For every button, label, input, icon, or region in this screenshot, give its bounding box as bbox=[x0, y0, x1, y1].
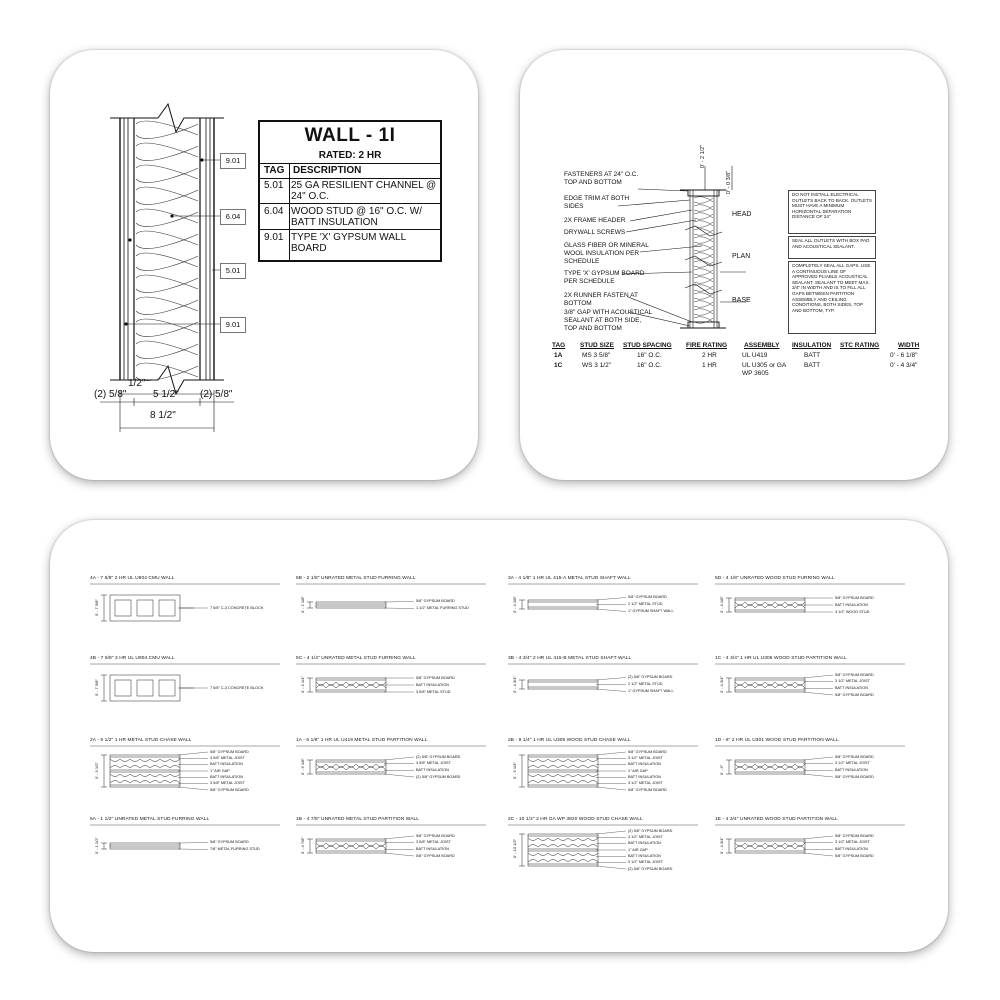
detail-label: BOTTOM bbox=[564, 300, 592, 307]
row-description: 25 GA RESILIENT CHANNEL @ 24" O.C. bbox=[291, 180, 437, 202]
detail-material-label: (2) 5/8" GYPSUM BOARD bbox=[628, 828, 673, 833]
wall-detail-batt bbox=[296, 664, 486, 692]
table-cell: UL U419 bbox=[742, 352, 768, 359]
detail-title: 1A - 6 1/8" 1 HR UL U419 METAL STUD PARTITION WALL bbox=[296, 738, 428, 743]
detail-material-label: 7 5/8" C-3 CONCRETE BLOCK bbox=[210, 605, 264, 610]
detail-title: 2B - 9 1/4" 1 HR UL U305 WOOD STUD CHASE WALL bbox=[508, 738, 631, 743]
table-header: TAG bbox=[552, 342, 566, 349]
batt-insulation bbox=[694, 197, 713, 324]
detail-title: 3B - 4 3/4" 2 HR UL 415-B METAL STUD SHAFT WALL bbox=[508, 656, 632, 661]
wall-detail-shaft bbox=[508, 584, 698, 612]
detail-dimension: 0' - 2 1/8" bbox=[300, 596, 305, 613]
detail-material-label: 3 1/2" METAL JOIST bbox=[628, 755, 663, 760]
note-box: SEAL ALL OUTLETS WITH BOX PAD AND ACOUSTICAL SEALANT. bbox=[788, 236, 876, 259]
detail-dimension: 0' - 7 5/8" bbox=[94, 599, 99, 616]
detail-material-label: BATT INSULATION bbox=[628, 841, 661, 846]
callout-tag: 5.01 bbox=[220, 263, 246, 279]
detail-label: PER SCHEDULE bbox=[564, 278, 615, 285]
detail-title: 4B - 7 5/8" 3 HR UL U904 CMU WALL bbox=[90, 656, 175, 661]
detail-material-label: 3 1/2" WOOD STUD bbox=[835, 609, 870, 614]
description-header: DESCRIPTION bbox=[293, 165, 362, 176]
detail-dimension: 0' - 4 3/4" bbox=[512, 675, 517, 693]
detail-material-label: 5/8" GYPSUM BOARD bbox=[416, 853, 455, 858]
detail-material-label: BATT INSULATION bbox=[416, 846, 449, 851]
detail-material-label: 3 1/2" METAL JOIST bbox=[628, 860, 663, 865]
table-row bbox=[260, 178, 440, 204]
row-tag: 6.04 bbox=[264, 206, 284, 217]
detail-material-label: BATT INSULATION bbox=[210, 762, 243, 767]
detail-title: 1D - 6" 2 HR UL U301 WOOD STUD PARTITION WALL bbox=[715, 738, 839, 743]
detail-material-label: 5/8" GYPSUM BOARD bbox=[628, 787, 667, 792]
table-cell: 1A bbox=[554, 352, 563, 359]
note-box: DO NOT INSTALL ELECTRICAL OUTLETS BACK TO BACK. OUTLETS MUST HAVE A MINIMUM HORIZONTAL SEPARATION DISTANCE OF 24" bbox=[788, 190, 876, 234]
table-cell: 0' - 6 1/8" bbox=[890, 352, 918, 359]
dim-half: 1/2" bbox=[128, 378, 146, 389]
detail-material-label: 5/8" GYPSUM BOARD bbox=[835, 853, 874, 858]
table-cell: UL U305 or GA WP 3605 bbox=[742, 362, 786, 377]
detail-label: FASTENERS AT 24" O.C. bbox=[564, 171, 639, 178]
detail-label: TYPE 'X' GYPSUM BOARD bbox=[564, 270, 645, 277]
detail-material-label: (2) 5/8" GYPSUM BOARD bbox=[416, 754, 461, 759]
detail-material-label: 5/8" GYPSUM BOARD bbox=[835, 672, 874, 677]
section-plan: PLAN bbox=[732, 253, 751, 260]
dim-vertical: 0' - 0 3/8" bbox=[726, 170, 732, 194]
detail-title: 1C - 4 3/4" 1 HR UL U305 WOOD STUD PARTITION WALL bbox=[715, 656, 847, 661]
detail-dimension: 0' - 9 1/4" bbox=[512, 762, 517, 779]
dim-left: (2) 5/8" bbox=[94, 389, 127, 400]
detail-title: 2A - 9 1/2" 1 HR METAL STUD CHASE WALL bbox=[90, 738, 192, 743]
detail-material-label: 5/8" GYPSUM BOARD bbox=[835, 692, 874, 697]
detail-material-label: BATT INSULATION bbox=[416, 682, 449, 687]
detail-material-label: 5/8" GYPSUM BOARD bbox=[210, 749, 249, 754]
detail-material-label: 2 1/2" METAL STUD bbox=[628, 682, 663, 686]
detail-title: 5C - 4 1/4" UNRATED METAL STUD FURRING WALL bbox=[296, 656, 416, 661]
row-tag: 5.01 bbox=[264, 180, 284, 191]
detail-material-label: BATT INSULATION bbox=[835, 602, 868, 607]
table-cell: 16" O.C. bbox=[637, 362, 662, 369]
wall-detail-chase bbox=[508, 746, 698, 790]
detail-material-label: 5/8" GYPSUM BOARD bbox=[416, 833, 455, 838]
detail-material-label: 3 1/2" METAL JOIST bbox=[628, 834, 663, 839]
wall-detail-cmu bbox=[90, 584, 280, 621]
wall-detail-cmu bbox=[90, 664, 280, 701]
table-header: FIRE RATING bbox=[686, 342, 728, 349]
column-divider bbox=[289, 163, 290, 260]
detail-material-label: 3 1/2" METAL JOIST bbox=[835, 679, 870, 684]
detail-material-label: 1" GYPSUM SHAFT WALL bbox=[628, 689, 674, 693]
dim-vertical: 0' - 2 1/2" bbox=[700, 144, 706, 168]
row-description: WOOD STUD @ 16" O.C. W/ BATT INSULATION bbox=[291, 206, 422, 228]
table-cell: BATT bbox=[804, 352, 821, 359]
detail-material-label: 1 1/2" METAL FURRING STUD bbox=[416, 606, 469, 610]
detail-title: 5B - 2 1/8" UNRATED METAL STUD FURRING WALL bbox=[296, 576, 416, 581]
wall-section-card bbox=[50, 50, 478, 480]
batt-insulation bbox=[136, 121, 198, 381]
table-cell: 0' - 4 3/4" bbox=[890, 362, 918, 369]
table-cell: MS 3 5/8" bbox=[582, 352, 611, 359]
detail-label: EDGE TRIM AT BOTH bbox=[564, 195, 630, 202]
detail-material-label: 3 5/8" METAL JOIST bbox=[210, 755, 245, 760]
detail-material-label: 3 1/2" METAL JOIST bbox=[628, 781, 663, 786]
detail-material-label: (2) 5/8" GYPSUM BOARD bbox=[416, 774, 461, 779]
callout-tag: 9.01 bbox=[220, 317, 246, 333]
detail-material-label: 5/8" GYPSUM BOARD bbox=[835, 595, 874, 600]
table-row bbox=[260, 204, 440, 230]
detail-dimension: 0' - 6" bbox=[719, 764, 724, 775]
detail-dimension: 0' - 9 1/2" bbox=[94, 762, 99, 779]
section-base: BASE bbox=[732, 297, 751, 304]
detail-material-label: (2) 5/8" GYPSUM BOARD bbox=[628, 866, 673, 871]
detail-material-label: 7/8" METAL FURRING STUD bbox=[210, 847, 260, 851]
wall-detail-batt2 bbox=[715, 825, 905, 856]
detail-label: GLASS FIBER OR MINERAL bbox=[564, 242, 649, 249]
detail-material-label: 3 1/2" METAL JOIST bbox=[835, 761, 870, 766]
table-cell: 2 HR bbox=[702, 352, 717, 359]
wall-types-card bbox=[50, 520, 948, 952]
table-header: STC RATING bbox=[840, 342, 880, 349]
detail-label: WOOL INSULATION PER bbox=[564, 250, 640, 257]
detail-material-label: 1" AIR GAP bbox=[210, 768, 230, 773]
callout-tag: 9.01 bbox=[220, 153, 246, 169]
detail-label: DRYWALL SCREWS bbox=[564, 229, 626, 236]
detail-title: 5D - 4 1/8" UNRATED WOOD STUD FURRING WALL bbox=[715, 576, 835, 581]
detail-material-label: 5/8" GYPSUM BOARD bbox=[835, 774, 874, 779]
detail-material-label: 3 5/8" METAL JOIST bbox=[416, 840, 451, 845]
wall-detail-batt2 bbox=[296, 825, 486, 856]
detail-material-label: 7 5/8" C-3 CONCRETE BLOCK bbox=[210, 685, 264, 690]
detail-dimension: 0' - 1 1/2" bbox=[94, 837, 99, 854]
detail-label: TOP AND BOTTOM bbox=[564, 325, 622, 332]
table-header: INSULATION bbox=[792, 342, 832, 349]
note-box: COMPLETELY SEAL ALL GAPS. USE A CONTINUOUS LINE OF APPROVED PLIABLE ACOUSTICAL SEALANT. SEALANT TO MEET MAX. 3/4" IN WIDTH AND IS TO FILL ALL GAPS BETWEEN PARTITION ASSEMBLY AND CEILING CONDITIONS, BOTH SIDES, TOP AND BOTTOM, TYP. bbox=[788, 261, 876, 334]
detail-title: 5A - 1 1/2" UNRATED METAL STUD FURRING WALL bbox=[90, 817, 210, 822]
wall-legend-table bbox=[258, 120, 442, 262]
detail-material-label: 5/8" GYPSUM BOARD bbox=[835, 833, 874, 838]
detail-material-label: 5/8" GYPSUM BOARD bbox=[416, 675, 455, 680]
detail-dimension: 0' - 6 1/8" bbox=[300, 758, 305, 775]
detail-dimension: 0' - 4 1/8" bbox=[512, 595, 517, 613]
row-description: TYPE 'X' GYPSUM WALL BOARD bbox=[291, 232, 406, 254]
wall-title: WALL - 1I bbox=[304, 125, 396, 146]
wall-rating: RATED: 2 HR bbox=[318, 150, 382, 161]
detail-label: 3/8" GAP WITH ACOUSTICAL bbox=[564, 309, 653, 316]
dim-total: 8 1/2" bbox=[150, 410, 176, 421]
detail-material-label: 1" GYPSUM SHAFT WALL bbox=[628, 609, 674, 613]
detail-dimension: 0' - 4 1/8" bbox=[719, 596, 724, 613]
detail-label: TOP AND BOTTOM bbox=[564, 179, 622, 186]
dim-mid: 5 1/2" bbox=[153, 389, 179, 400]
detail-material-label: BATT INSULATION bbox=[835, 767, 868, 772]
detail-title: 1B - 4 7/8" UNRATED METAL STUD PARTITION WALL bbox=[296, 817, 420, 822]
detail-material-label: 3 1/2" METAL JOIST bbox=[835, 840, 870, 845]
table-cell: 1 HR bbox=[702, 362, 717, 369]
detail-material-label: BATT INSULATION bbox=[835, 846, 868, 851]
detail-label: SIDES bbox=[564, 203, 584, 210]
detail-material-label: BATT INSULATION bbox=[416, 767, 449, 772]
row-tag: 9.01 bbox=[264, 232, 284, 243]
detail-material-label: BATT INSULATION bbox=[628, 762, 661, 767]
detail-material-label: 5/8" GYPSUM BOARD bbox=[210, 840, 249, 844]
table-cell: BATT bbox=[804, 362, 821, 369]
detail-material-label: BATT INSULATION bbox=[210, 774, 243, 779]
detail-material-label: 1" AIR GAP bbox=[628, 847, 648, 852]
section-head: HEAD bbox=[732, 211, 752, 218]
detail-material-label: 2 1/2" METAL STUD bbox=[628, 602, 663, 606]
detail-material-label: 3 5/8" METAL STUD bbox=[416, 689, 451, 694]
wall-detail-furring bbox=[90, 825, 280, 850]
detail-material-label: 5/8" GYPSUM BOARD bbox=[835, 754, 874, 759]
detail-dimension: 0' - 10 1/2" bbox=[512, 838, 517, 858]
tag-header: TAG bbox=[264, 165, 285, 176]
wall-detail-furring bbox=[296, 584, 486, 609]
wall-detail-chase bbox=[90, 746, 280, 790]
detail-dimension: 0' - 4 7/8" bbox=[300, 837, 305, 854]
detail-dimension: 0' - 7 5/8" bbox=[94, 679, 99, 696]
table-cell: 16" O.C. bbox=[637, 352, 662, 359]
detail-title: 3A - 4 1/8" 1 HR UL 415-A METAL STUD SHAFT WALL bbox=[508, 576, 631, 581]
detail-material-label: 5/8" GYPSUM BOARD bbox=[628, 595, 667, 599]
callout-tag: 6.04 bbox=[220, 209, 246, 225]
detail-material-label: BATT INSULATION bbox=[835, 685, 868, 690]
detail-dimension: 0' - 4 3/4" bbox=[719, 837, 724, 854]
table-cell: WS 3 1/2" bbox=[582, 362, 612, 369]
wall-section-drawing bbox=[50, 50, 478, 480]
table-header: STUD SIZE bbox=[580, 342, 614, 349]
table-header: STUD SPACING bbox=[623, 342, 672, 349]
detail-label: 2X RUNNER FASTEN AT bbox=[564, 292, 638, 299]
table-header: ASSEMBLY bbox=[744, 342, 780, 349]
detail-title: 4A - 7 5/8" 2 HR UL U904 CMU WALL bbox=[90, 576, 175, 581]
detail-material-label: 5/8" GYPSUM BOARD bbox=[416, 599, 455, 603]
wall-detail-batt bbox=[715, 584, 905, 612]
detail-dimension: 0' - 4 1/4" bbox=[300, 676, 305, 693]
detail-label: SCHEDULE bbox=[564, 258, 600, 265]
table-cell: 1C bbox=[554, 362, 563, 369]
detail-material-label: 1" AIR GAP bbox=[628, 768, 648, 773]
table-row bbox=[260, 230, 440, 256]
wall-detail-card bbox=[520, 50, 948, 480]
wall-types-drawing bbox=[50, 520, 948, 952]
detail-material-label: 3 5/8" METAL JOIST bbox=[416, 761, 451, 766]
wall-detail-batt2 bbox=[715, 746, 905, 777]
detail-material-label: BATT INSULATION bbox=[628, 774, 661, 779]
detail-label: SEALANT AT BOTH SIDE, bbox=[564, 317, 642, 324]
detail-material-label: 3 5/8" METAL JOIST bbox=[210, 781, 245, 786]
detail-title: 2C - 10 1/2" 2 HR GA WP 3820 WOOD STUD CHASE WALL bbox=[508, 817, 643, 822]
detail-material-label: BATT INSULATION bbox=[628, 853, 661, 858]
detail-title: 1E - 4 3/4" UNRATED WOOD STUD PARTITION WALL bbox=[715, 817, 838, 822]
detail-dimension: 0' - 4 3/4" bbox=[719, 676, 724, 693]
table-header: WIDTH bbox=[898, 342, 920, 349]
detail-material-label: 5/8" GYPSUM BOARD bbox=[210, 787, 249, 792]
detail-material-label: (2) 5/8" GYPSUM BOARD bbox=[628, 675, 673, 679]
wall-detail-batt2 bbox=[296, 746, 486, 777]
detail-material-label: 5/8" GYPSUM BOARD bbox=[628, 749, 667, 754]
dim-right: (2) 5/8" bbox=[200, 389, 233, 400]
detail-label: 2X FRAME HEADER bbox=[564, 217, 626, 224]
table-header bbox=[260, 163, 440, 179]
wall-detail-batt2 bbox=[715, 664, 905, 695]
